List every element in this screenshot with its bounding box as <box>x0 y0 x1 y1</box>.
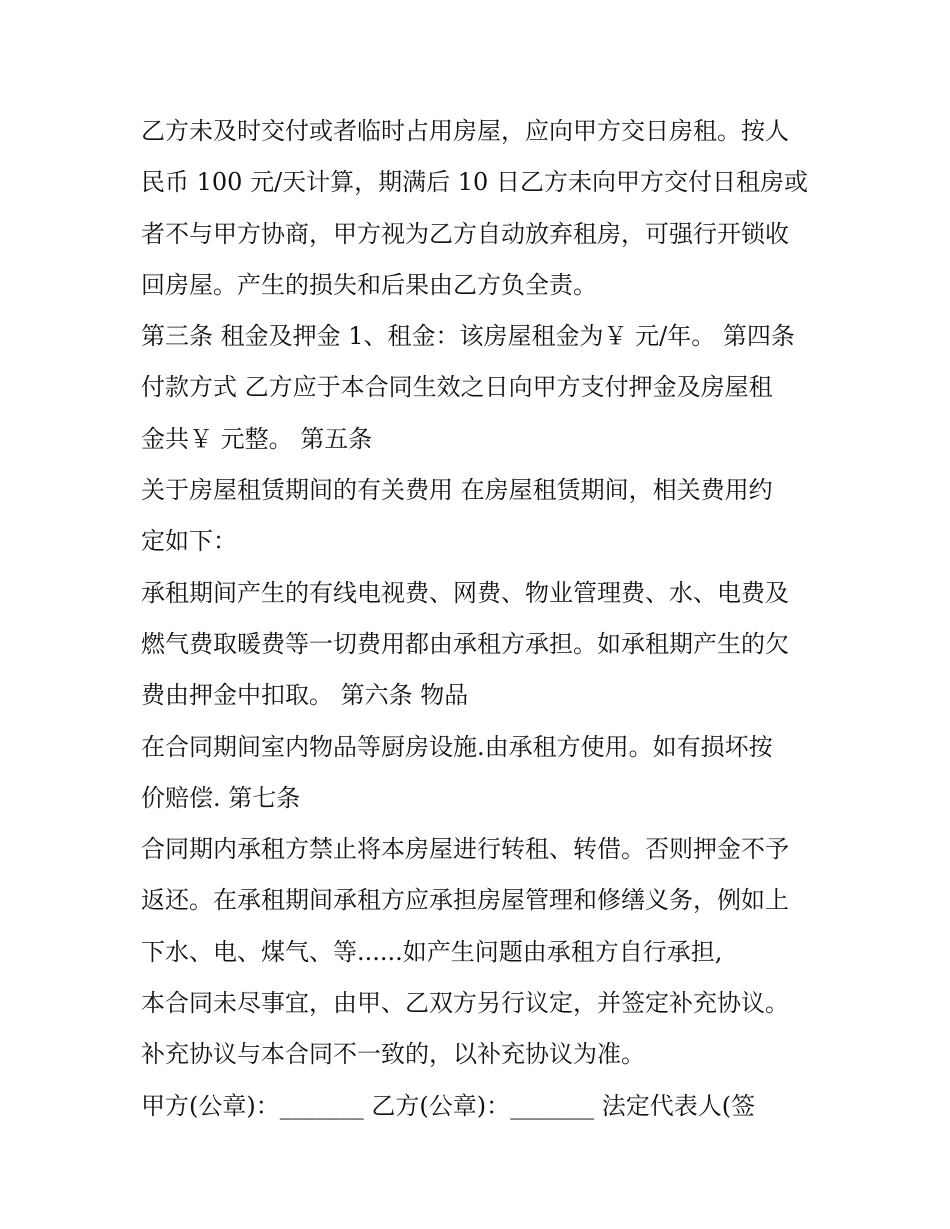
text-line-10: 承租期间产生的有线电视费、网费、物业管理费、水、电费及 <box>141 578 789 607</box>
text-line-4: 回房屋。产生的损失和后果由乙方负全责。 <box>141 270 597 299</box>
text-line-18: 本合同未尽事宜，由甲、乙双方另行议定，并签定补充协议。 <box>141 989 789 1018</box>
contract-text-block <box>141 106 821 1132</box>
text-line-13: 在合同期间室内物品等厨房设施.由承租方使用。如有损坏按 <box>141 732 773 761</box>
text-line-12: 费由押金中扣取。 第六条 物品 <box>141 681 469 710</box>
text-line-19: 补充协议与本合同不一致的，以补充协议为准。 <box>141 1040 645 1069</box>
text-line-1: 乙方未及时交付或者临时占用房屋，应向甲方交日房租。按人 <box>141 117 789 145</box>
text-line-11: 燃气费取暖费等一切费用都由承租方承担。如承租期产生的欠 <box>141 629 789 658</box>
text-line-17: 下水、电、煤气、等......如产生问题由承租方自行承担, <box>141 937 723 966</box>
text-line-6: 付款方式 乙方应于本合同生效之日向甲方支付押金及房屋租 <box>141 373 773 402</box>
text-line-3: 者不与甲方协商，甲方视为乙方自动放弃租房，可强行开锁收 <box>141 219 789 248</box>
text-line-2: 民币 100 元/天计算，期满后 10 日乙方未向甲方交付日租房或 <box>141 168 808 197</box>
text-line-8: 关于房屋租赁期间的有关费用 在房屋租赁期间，相关费用约 <box>141 476 773 505</box>
text-line-9: 定如下： <box>141 527 237 556</box>
text-line-14: 价赔偿. 第七条 <box>141 783 301 812</box>
text-line-7: 金共￥ 元整。 第五条 <box>141 424 373 453</box>
text-line-16: 返还。在承租期间承租方应承担房屋管理和修缮义务，例如上 <box>141 886 789 915</box>
text-line-20: 甲方(公章)：_______ 乙方(公章)：_______ 法定代表人(签 <box>141 1091 756 1120</box>
text-line-5: 第三条 租金及押金 1、租金：该房屋租金为￥ 元/年。 第四条 <box>141 322 795 351</box>
text-line-15: 合同期内承租方禁止将本房屋进行转租、转借。否则押金不予 <box>141 835 789 864</box>
